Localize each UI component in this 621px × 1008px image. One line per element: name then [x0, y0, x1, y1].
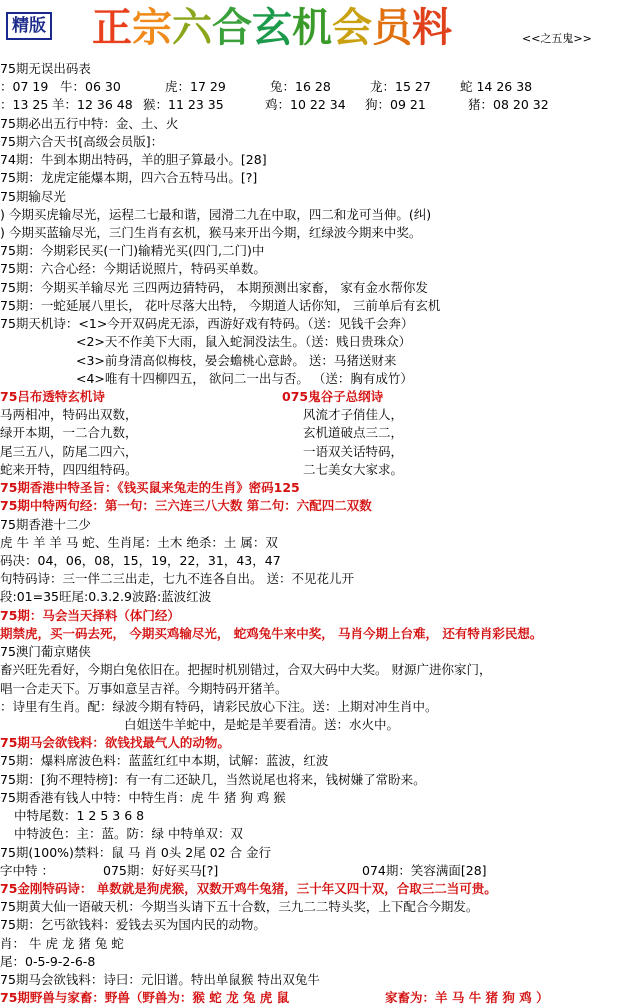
text-line — [0, 406, 621, 424]
text-segment: 75期：爆料席波色料：蓝蓝红红中本期，试解：蓝波，红波 — [0, 753, 329, 769]
text-segment: 风流才子俏佳人， — [303, 407, 404, 423]
text-line — [0, 424, 621, 442]
text-segment: ：诗里有生肖。配：绿波今期有特码，请彩民放心下注。送：上期对冲生肖中。 — [0, 698, 438, 714]
text-line — [0, 96, 621, 114]
text-line — [0, 807, 621, 825]
text-line — [0, 825, 621, 843]
text-segment: 兔：16 28 — [270, 79, 331, 95]
text-segment: 075期：好好买马[?] — [103, 862, 219, 878]
text-line — [0, 333, 621, 351]
text-segment: 75期香港中特圣旨：《钱买鼠来兔走的生肖》密码125 — [0, 480, 300, 496]
text-segment: 蛇来开特，四四组特码。 — [0, 461, 138, 477]
text-segment: 75期：马会当天择料（体门经） — [0, 607, 180, 623]
text-line — [0, 588, 621, 606]
text-line — [0, 862, 621, 880]
text-line — [0, 370, 621, 388]
text-line — [0, 169, 621, 187]
text-line — [0, 734, 621, 752]
text-line — [0, 716, 621, 734]
text-segment: 绿开本期，一二合九数， — [0, 425, 138, 441]
text-segment: 75金刚特码诗： 单数就是狗虎猴，双数开鸡牛兔猪，三十年又四十双，合取三二当可贵。 — [0, 880, 497, 896]
text-line — [0, 752, 621, 770]
text-line — [0, 352, 621, 370]
text-line — [0, 388, 621, 406]
text-segment: 句特码诗：三一伴二三出走，七九不连各自出。 送：不见花儿开 — [0, 571, 354, 587]
text-segment: 75期野兽与家畜：野兽（野兽为：猴 蛇 龙 兔 虎 鼠 — [0, 990, 290, 1006]
title-char: 正 — [92, 4, 132, 51]
text-segment: ：07 19 — [0, 79, 49, 95]
text-segment: 一语双关话特码， — [303, 443, 404, 459]
text-line — [0, 115, 621, 133]
text-segment: 家畜为：羊 马 牛 猪 狗 鸡 ） — [385, 990, 549, 1006]
text-segment: 75吕布透特玄机诗 — [0, 389, 105, 404]
text-segment: 白姐送牛羊蛇中，是蛇是羊要看清。送：水火中。 — [124, 716, 400, 732]
text-segment: 75期马会欲钱料：欲钱找最气人的动物。 — [0, 735, 230, 751]
text-segment: 75期：一蛇延展八里长， 花叶尽落大出特， 今期道人话你知， 三前单后有玄机 — [0, 297, 441, 313]
text-line — [0, 516, 621, 534]
text-segment: 尾三五八，防尾二四六， — [0, 443, 138, 459]
text-segment: 唱一合走天下。万事如意呈吉祥。今期特码开猪羊。 — [0, 680, 288, 696]
text-segment: 75期中特两句经：第一句：三六连三八大数 第二句：六配四二双数 — [0, 498, 372, 514]
text-line — [0, 680, 621, 698]
text-segment: ：13 25 — [0, 97, 49, 113]
text-line — [0, 60, 621, 78]
text-segment: ) 今期买蓝输尽光，三门生肖有玄机，猴马来开出今期，红绿波今期来中奖。 — [0, 225, 422, 240]
text-segment: 龙：15 27 — [370, 79, 431, 95]
text-segment: 75期香港十二少 — [0, 516, 91, 532]
text-segment: 猪：08 20 32 — [468, 97, 549, 113]
text-segment: <4>唯有十四柳四五， 欲问二一出与否。 （送：胸有成竹） — [76, 370, 413, 386]
text-line — [0, 78, 621, 96]
text-line — [0, 224, 621, 242]
text-line — [0, 297, 621, 315]
text-segment: 狗：09 21 — [365, 97, 426, 113]
text-segment: 中特尾数：1 2 5 3 6 8 — [14, 808, 145, 823]
text-segment: 75期必出五行中特：金、土、火 — [0, 115, 179, 131]
text-segment: <2>天不作美下大雨，鼠入蛇洞没法生。（送：贱日贵珠众） — [76, 334, 412, 350]
text-segment: 75期：今期买羊输尽光 三四两边猜特码， 本期预测出家畜， 家有金水帮你发 — [0, 279, 428, 295]
text-line — [0, 661, 621, 679]
text-segment: 75期黄大仙一语破天机：今期当头请下五十合数，三九二二特头奖，上下配合今期发。 — [0, 899, 479, 915]
text-segment: 虎：17 29 — [165, 79, 226, 95]
text-segment: 肖： 牛 虎 龙 猪 兔 蛇 — [0, 935, 124, 951]
text-line — [0, 552, 621, 570]
text-segment: 75期天机诗：<1>今开双码虎无添，西游好戏有特码。（送：见钱千会奔） — [0, 316, 414, 332]
text-line — [0, 916, 621, 934]
text-segment: 蛇 14 26 38 — [460, 79, 533, 95]
text-segment: 75期六合天书[高级会员版]： — [0, 133, 164, 149]
text-segment: 75期(100%)禁料：鼠 马 肖 0头 2尾 02 合 金行 — [0, 844, 272, 860]
text-segment: 羊：12 36 48 — [52, 97, 133, 113]
text-line — [0, 625, 621, 643]
text-line — [0, 607, 621, 625]
text-line — [0, 443, 621, 461]
text-segment: 期禁虎，买一码去死， 今期买鸡输尽光， 蛇鸡兔牛来中奖， 马肖今期上台难， 还有特肖彩民想。 — [0, 625, 543, 641]
text-segment: 075鬼谷子总纲诗 — [282, 389, 384, 404]
text-segment: 马两相冲，特码出双数， — [0, 407, 138, 423]
text-line — [0, 989, 621, 1007]
text-line — [0, 953, 621, 971]
edition-badge: 精版 — [6, 12, 52, 40]
text-segment: 75期：六合心经：今期话说照片，特码买单数。 — [0, 261, 266, 277]
text-line — [0, 898, 621, 916]
page-subtitle: <<之五鬼>> — [522, 32, 592, 45]
text-segment: 中特波色：主：蓝。防：绿 中特单双：双 — [14, 826, 243, 842]
text-line — [0, 844, 621, 862]
text-segment: 75期输尽光 — [0, 188, 66, 204]
text-segment: 牛：06 30 — [60, 79, 121, 95]
text-line — [0, 935, 621, 953]
text-line — [0, 206, 621, 224]
text-segment: 尾：0-5-9-2-6-8 — [0, 953, 96, 969]
text-line — [0, 534, 621, 552]
text-segment: 猴：11 23 35 — [143, 97, 224, 113]
text-segment: 75期：今期彩民买(一门)输精光买(四门,二门)中 — [0, 243, 265, 259]
text-line — [0, 497, 621, 515]
text-segment: 75期无误出码表 — [0, 61, 91, 76]
text-line — [0, 771, 621, 789]
text-segment: 码决：04，06，08，15，19，22，31，43，47 — [0, 552, 281, 568]
text-line — [0, 260, 621, 278]
text-segment: 75期：龙虎定能爆本期，四六合五特马出。[?] — [0, 170, 258, 186]
text-segment: 段:01=35旺尾:0.3.2.9波路:蓝波红波 — [0, 589, 212, 605]
page-title — [92, 2, 452, 54]
text-segment: 二七美女大家求。 — [303, 461, 404, 477]
title-char: 合 — [212, 4, 252, 51]
text-line — [0, 133, 621, 151]
text-line — [0, 789, 621, 807]
text-line — [0, 880, 621, 898]
text-line — [0, 279, 621, 297]
text-segment: 75期马会欲钱料：诗曰：元旧谱。特出单鼠猴 特出双兔牛 — [0, 972, 320, 987]
text-line — [0, 570, 621, 588]
text-line — [0, 151, 621, 169]
text-segment: <3>前身清高似梅枝，晏会蟾桃心意龄。 送：马猪送财来 — [76, 352, 397, 368]
text-line — [0, 315, 621, 333]
text-segment: 75期香港有钱人中特：中特生肖：虎 牛 猪 狗 鸡 猴 — [0, 789, 286, 805]
text-segment: 74期：牛到本期出特码，羊的胆子算最小。[28] — [0, 152, 267, 168]
text-line — [0, 698, 621, 716]
text-segment: 字中特 ： — [0, 862, 54, 878]
text-line — [0, 461, 621, 479]
text-line — [0, 242, 621, 260]
text-segment: 玄机道破点三二， — [303, 425, 404, 441]
text-segment: 75澳门葡京赌侠 — [0, 644, 91, 659]
text-segment: 75期：乞丐欲钱料：爱钱去买为国内民的动物。 — [0, 917, 266, 933]
title-char: 玄 — [252, 4, 292, 51]
text-segment: ) 今期买虎输尽光，运程二七最和谐，园滑二九在中取，四二和龙可当伸。(纠) — [0, 206, 432, 222]
text-line — [0, 643, 621, 661]
title-char: 料 — [412, 4, 452, 51]
text-line — [0, 188, 621, 206]
title-char: 机 — [292, 4, 332, 51]
text-segment: 074期：笑容满面[28] — [362, 862, 487, 878]
text-segment: 鸡：10 22 34 — [265, 97, 346, 113]
title-char: 六 — [172, 4, 212, 51]
text-segment: 畜兴旺先看好，今期白兔依旧在。把握时机别错过，合双大码中大奖。 财源广进你家门， — [0, 662, 492, 678]
title-char: 会 — [332, 4, 372, 51]
text-line — [0, 971, 621, 989]
page-header — [0, 0, 621, 60]
text-line — [0, 479, 621, 497]
text-segment: 75期：[狗不理特榜]：有一有二还缺几，当然说尾也将来，钱树嫌了常盼来。 — [0, 771, 426, 787]
title-char: 宗 — [132, 4, 172, 51]
title-char: 员 — [372, 4, 412, 51]
text-segment: 虎 牛 羊 羊 马 蛇、生肖尾：土木 绝杀：土 属：双 — [0, 534, 278, 550]
